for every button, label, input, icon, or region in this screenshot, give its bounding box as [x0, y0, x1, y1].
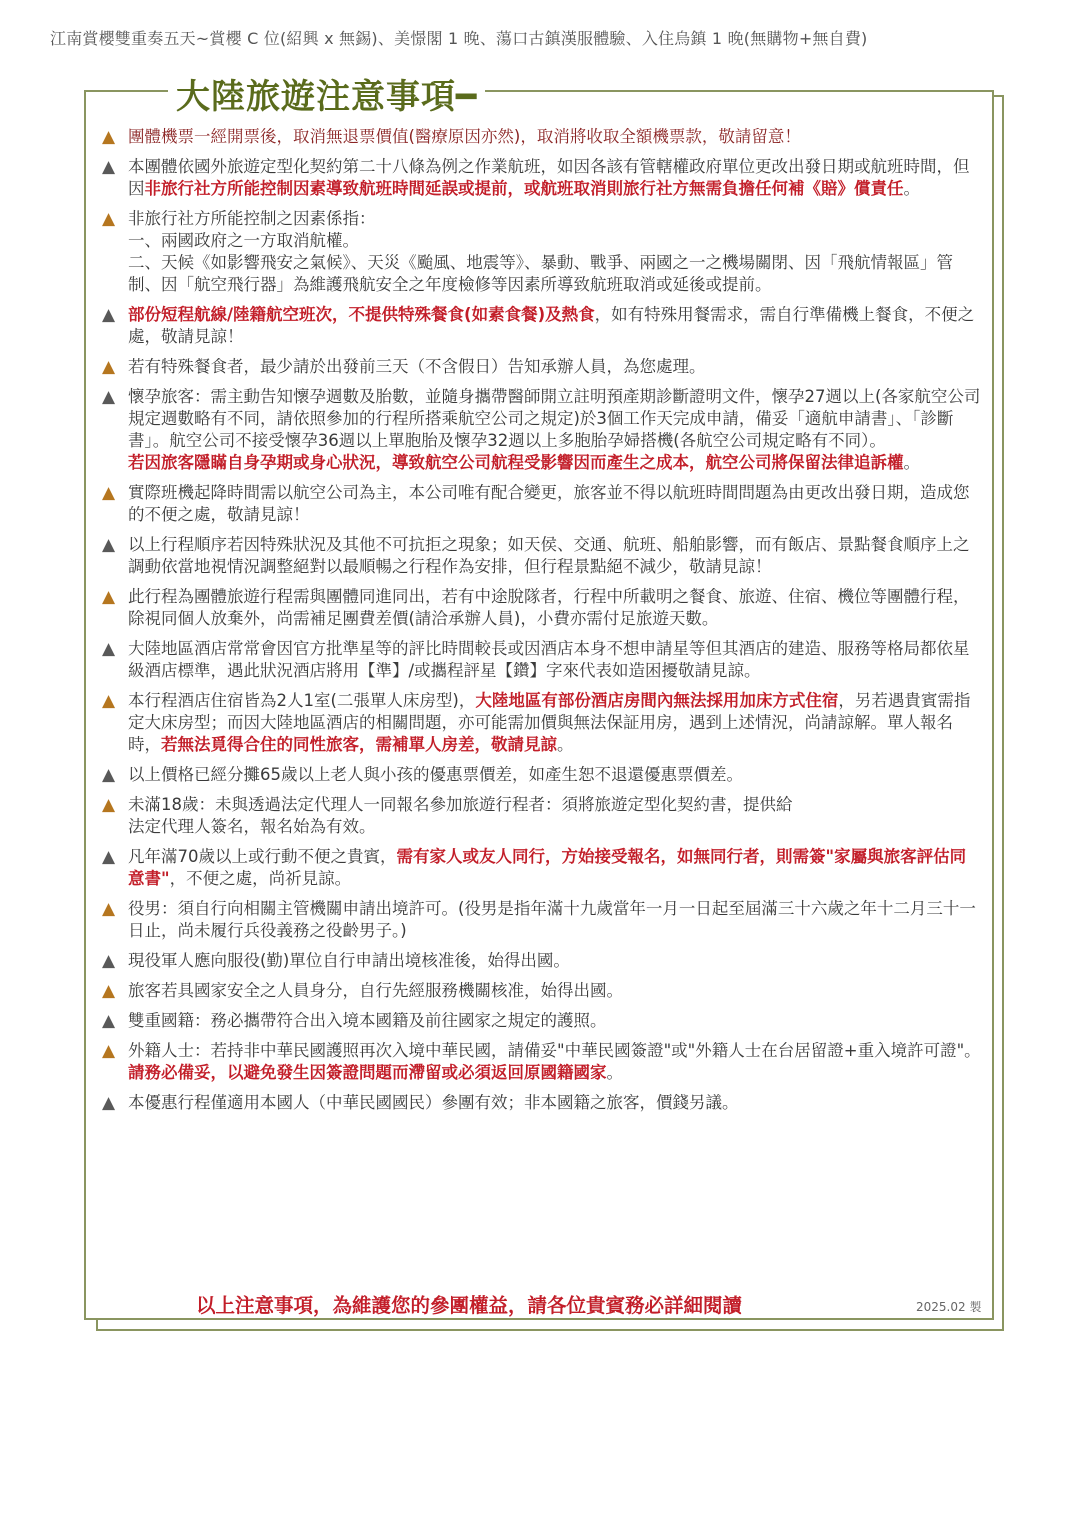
notice-item-text: [128, 1092, 982, 1114]
notice-item: [102, 846, 982, 890]
notice-item-text: [128, 638, 982, 682]
triangle-icon: ▲: [102, 483, 116, 503]
notice-text: 二、天候《如影響飛安之氣候》、天災《颱風、地震等》、暴動、戰爭、兩國之一之機場關閉、因「飛航情報區」管制、因「航空飛行器」為維護飛航安全之年度檢修等因素所導致航班取消或延後或提前。: [128, 253, 953, 294]
triangle-icon: ▲: [102, 209, 116, 229]
notice-item-text: [128, 386, 982, 474]
notice-item: [102, 764, 982, 786]
notice-text: 實際班機起降時間需以航空公司為主，本公司唯有配合變更，旅客並不得以航班時間問題為由更改出發日期，造成您的不便之處，敬請見諒！: [128, 483, 970, 524]
notice-item-text: [128, 304, 982, 348]
notice-item-text: [128, 356, 982, 378]
notice-item: [102, 690, 982, 756]
notice-item-text: [128, 586, 982, 630]
page-header-title: 江南賞櫻雙重奏五天~賞櫻 C 位(紹興 x 無錫)、美憬閣 1 晚、蕩口古鎮漢服體驗、入住烏鎮 1 晚(無購物+無自費): [50, 29, 868, 48]
notice-item: [102, 1092, 982, 1114]
notice-text: 本優惠行程僅適用本國人（中華民國國民）參團有效；非本國籍之旅客，價錢另議。: [128, 1093, 739, 1112]
notice-list: [102, 126, 982, 1122]
highlighted-text: 若因旅客隱瞞自身孕期或身心狀況，導致航空公司航程受影響因而產生之成本，航空公司將保留法律追訴權: [128, 453, 904, 472]
triangle-icon: ▲: [102, 587, 116, 607]
notice-text: 團體機票一經開票後，取消無退票價值(醫療原因亦然)，取消將收取全額機票款，敬請留意！: [128, 127, 801, 146]
title-dash-decoration: ━: [456, 77, 478, 117]
notice-item-text: [128, 156, 982, 200]
notice-item-text: [128, 1040, 982, 1084]
triangle-icon: ▲: [102, 639, 116, 659]
notice-text: 。: [903, 453, 920, 472]
notice-text: 。: [903, 179, 920, 198]
notice-item: [102, 950, 982, 972]
notice-text: 本行程酒店住宿皆為2人1室(二張單人床房型)，: [128, 691, 476, 710]
notice-item-text: [128, 208, 982, 296]
notice-item: [102, 126, 982, 148]
notice-text: 以上價格已經分攤65歲以上老人與小孩的優惠票價差，如產生恕不退還優惠票價差。: [128, 765, 743, 784]
highlighted-text: 非旅行社方所能控制因素導致航班時間延誤或提前，或航班取消則旅行社方無需負擔任何補《賠》償責任: [144, 179, 904, 198]
notice-text: 現役軍人應向服役(勤)單位自行申請出境核准後，始得出國。: [128, 951, 570, 970]
notice-item-text: [128, 898, 982, 942]
notice-item-text: [128, 126, 982, 148]
triangle-icon: ▲: [102, 1041, 116, 1061]
notice-text: 役男：須自行向相關主管機關申請出境許可。(役男是指年滿十九歲當年一月一日起至屆滿三十六歲之年十二月三十一日止，尚未履行兵役義務之役齡男子。): [128, 899, 976, 940]
triangle-icon: ▲: [102, 1093, 116, 1113]
notice-item: [102, 156, 982, 200]
notice-text: 此行程為團體旅遊行程需與團體同進同出，若有中途脫隊者，行程中所載明之餐食、旅遊、住宿、機位等團體行程，除視同個人放棄外，尚需補足團費差價(請洽承辦人員)，小費亦需付足旅遊天數。: [128, 587, 970, 628]
notice-item: [102, 386, 982, 474]
notice-item: [102, 638, 982, 682]
notice-title: [168, 73, 485, 121]
triangle-icon: ▲: [102, 847, 116, 867]
footer-reminder: 以上注意事項，為維護您的參團權益，請各位貴賓務必詳細閱讀: [196, 1294, 743, 1317]
notice-text: ，不便之處，尚祈見諒。: [169, 869, 352, 888]
notice-text: ，如有特殊用餐需求，需自行準備機上餐食，不便之處，敬請見諒！: [128, 305, 975, 346]
notice-text: 以上行程順序若因特殊狀況及其他不可抗拒之現象；如天侯、交通、航班、船舶影響，而有飯店、景點餐食順序上之調動依當地視情況調整絕對以最順暢之行程作為安排，但行程景點絕不減少，敬請見諒！: [128, 535, 970, 576]
notice-item-text: [128, 534, 982, 578]
notice-item-text: [128, 482, 982, 526]
notice-text: 本團體依國外旅遊定型化契約第二十八條為例之作業航班，如因各該有管轄權政府單位更改出發日期或航班時間，但因: [128, 157, 970, 198]
notice-item: [102, 794, 982, 838]
notice-item: [102, 534, 982, 578]
notice-item: [102, 208, 982, 296]
notice-text: 外籍人士：若持非中華民國護照再次入境中華民國，請備妥"中華民國簽證"或"外籍人士在台居留證+重入境許可證"。: [128, 1041, 981, 1060]
notice-text: 一、兩國政府之一方取消航權。: [128, 231, 359, 250]
notice-item-text: [128, 950, 982, 972]
notice-item: [102, 304, 982, 348]
triangle-icon: ▲: [102, 899, 116, 919]
footer-date: 2025.02 製: [916, 1300, 982, 1314]
highlighted-text: 部份短程航線/陸籍航空班次，不提供特殊餐食(如素食餐)及熱食: [128, 305, 595, 324]
notice-text: 若有特殊餐食者，最少請於出發前三天（不含假日）告知承辦人員，為您處理。: [128, 357, 706, 376]
triangle-icon: ▲: [102, 535, 116, 555]
notice-item: [102, 356, 982, 378]
notice-text: 懷孕旅客：需主動告知懷孕週數及胎數，並隨身攜帶醫師開立註明預產期診斷證明文件，懷孕27週以上(各家航空公司規定週數略有不同，請依照參加的行程所搭乘航空公司之規定)於3個工作天完成申請，備妥「適航申請書」、「診斷書」。航空公司不接受懷孕36週以上單胞胎及懷孕32週以上多胞胎孕婦搭機(各航空公司規定略有不同）。: [128, 387, 981, 450]
notice-item: [102, 898, 982, 942]
notice-text: 凡年滿70歲以上或行動不便之貴賓，: [128, 847, 397, 866]
triangle-icon: ▲: [102, 765, 116, 785]
notice-text: 雙重國籍：務必攜帶符合出入境本國籍及前往國家之規定的護照。: [128, 1011, 607, 1030]
highlighted-text: 請務必備妥，以避免發生因簽證問題而滯留或必須返回原國籍國家: [128, 1063, 607, 1082]
notice-item: [102, 1010, 982, 1032]
triangle-icon: ▲: [102, 305, 116, 325]
notice-item-text: [128, 980, 982, 1002]
notice-item-text: [128, 690, 982, 756]
notice-text: 旅客若具國家安全之人員身分，自行先經服務機關核准，始得出國。: [128, 981, 623, 1000]
notice-item: [102, 482, 982, 526]
triangle-icon: ▲: [102, 157, 116, 177]
triangle-icon: ▲: [102, 951, 116, 971]
notice-item: [102, 586, 982, 630]
highlighted-text: 大陸地區有部份酒店房間內無法採用加床方式住宿: [475, 691, 839, 710]
notice-item-text: [128, 1010, 982, 1032]
notice-item: [102, 980, 982, 1002]
notice-title-text: 大陸旅遊注意事項: [176, 77, 456, 117]
triangle-icon: ▲: [102, 981, 116, 1001]
notice-text: 。: [557, 735, 574, 754]
notice-text: 法定代理人簽名，報名始為有效。: [128, 817, 376, 836]
triangle-icon: ▲: [102, 127, 116, 147]
notice-text: ，另若遇貴賓需指定大床房型；而因大陸地區酒店的相關問題，亦可能需加價與無法保証用房，遇到上述情況，尚請諒解。單人報名時，: [128, 691, 971, 754]
notice-text: 非旅行社方所能控制之因素係指：: [128, 209, 376, 228]
triangle-icon: ▲: [102, 1011, 116, 1031]
notice-item-text: [128, 846, 982, 890]
highlighted-text: 若無法覓得合住的同性旅客，需補單人房差，敬請見諒: [161, 735, 557, 754]
notice-item: [102, 1040, 982, 1084]
highlighted-text: 需有家人或友人同行，方始接受報名，如無同行者，則需簽"家屬與旅客評估同意書": [128, 847, 967, 888]
notice-text: 未滿18歲：未與透過法定代理人一同報名參加旅遊行程者：須將旅遊定型化契約書，提供給: [128, 795, 793, 814]
notice-text: 大陸地區酒店常常會因官方批準星等的評比時間較長或因酒店本身不想申請星等但其酒店的建造、服務等格局都依星級酒店標準，遇此狀況酒店將用【準】/或攜程評星【鑽】字來代表如造困擾敬請見諒。: [128, 639, 970, 680]
notice-item-text: [128, 794, 982, 838]
triangle-icon: ▲: [102, 387, 116, 407]
notice-text: 。: [606, 1063, 623, 1082]
triangle-icon: ▲: [102, 357, 116, 377]
triangle-icon: ▲: [102, 691, 116, 711]
notice-item-text: [128, 764, 982, 786]
triangle-icon: ▲: [102, 795, 116, 815]
